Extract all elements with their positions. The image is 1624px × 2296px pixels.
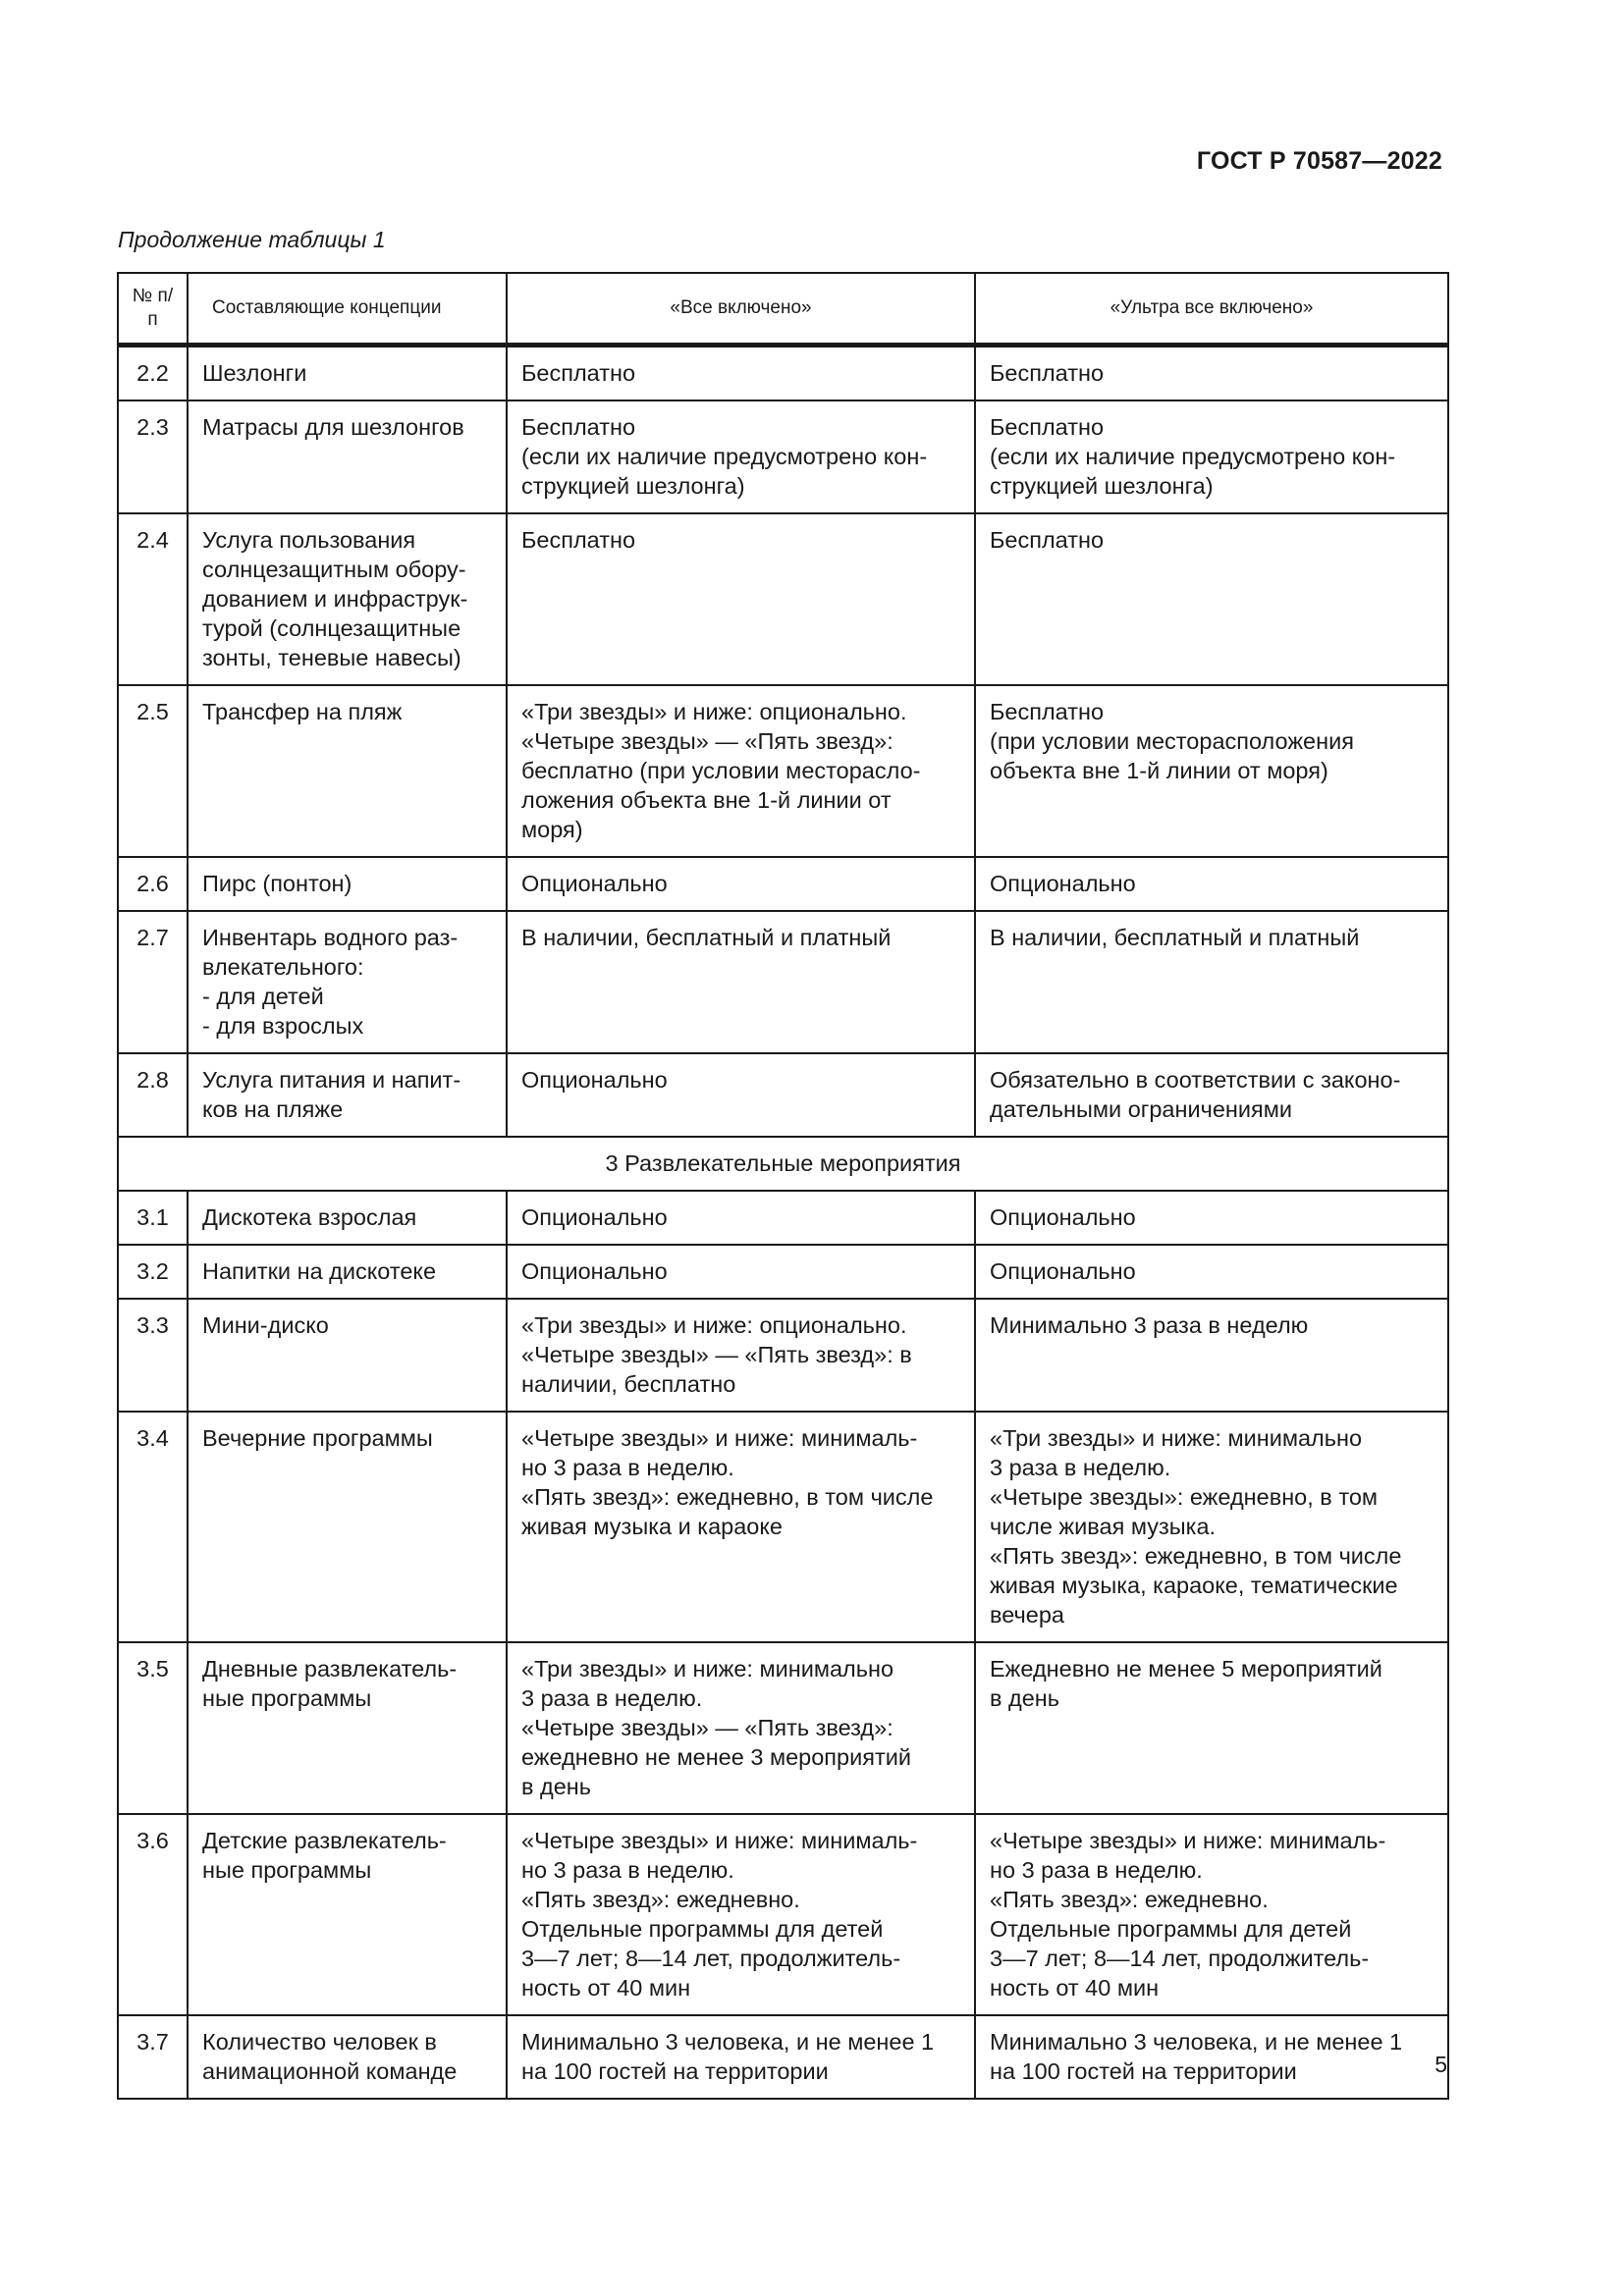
cell-line: «Четыре звезды» и ниже: минималь- [521,1828,918,1853]
cell-line: (если их наличие предусмотрено кон- [521,444,928,469]
cell-line: «Три звезды» и ниже: опционально. [521,699,907,724]
cell-ultra-all-inclusive [975,1299,1448,1412]
cell-line: ные программы [202,1857,372,1883]
table-row [118,1814,1448,2015]
row-number: 2.4 [118,513,188,685]
cell-ultra-all-inclusive [975,1053,1448,1137]
cell-line: Опционально [990,871,1136,896]
table-row [118,1642,1448,1814]
cell-component [188,400,507,513]
table-row [118,346,1448,401]
cell-line: Дневные развлекатель- [202,1656,458,1682]
cell-component [188,685,507,857]
cell-component [188,1053,507,1137]
cell-all-inclusive [507,2015,975,2099]
cell-component [188,911,507,1053]
cell-ultra-all-inclusive [975,857,1448,911]
cell-line: Количество человек в [202,2029,437,2055]
cell-all-inclusive [507,346,975,401]
cell-component [188,1642,507,1814]
cell-line: в день [990,1685,1060,1711]
cell-ultra-all-inclusive [975,1412,1448,1642]
cell-component [188,1412,507,1642]
cell-all-inclusive [507,911,975,1053]
cell-component [188,857,507,911]
cell-line: «Три звезды» и ниже: опционально. [521,1312,907,1338]
cell-line: Бесплатно [990,360,1105,386]
row-number: 3.6 [118,1814,188,2015]
cell-all-inclusive [507,400,975,513]
cell-line: Инвентарь водного раз- [202,925,459,950]
cell-all-inclusive [507,1814,975,2015]
cell-line: зонты, теневые навесы) [202,645,461,670]
cell-line: 3—7 лет; 8—14 лет, продолжитель- [521,1946,901,1971]
cell-line: ежедневно не менее 3 мероприятий [521,1744,911,1770]
cell-line: Бесплатно [521,414,636,440]
cell-line: живая музыка и караоке [521,1514,783,1539]
cell-line: бесплатно (при условии месторасло- [521,758,921,783]
cell-line: Шезлонги [202,360,307,386]
cell-line: дованием и инфраструк- [202,586,468,612]
cell-ultra-all-inclusive [975,513,1448,685]
table-row [118,911,1448,1053]
col-header-component: Составляющие концепции [188,273,507,346]
cell-line: ные программы [202,1685,372,1711]
cell-line: «Четыре звезды» и ниже: минималь- [521,1425,918,1451]
cell-line: Матрасы для шезлонгов [202,414,464,440]
cell-line: «Четыре звезды» — «Пять звезд»: [521,1715,893,1740]
cell-all-inclusive [507,1053,975,1137]
row-number: 3.3 [118,1299,188,1412]
cell-line: Бесплатно [990,699,1105,724]
cell-line: Опционально [990,1204,1136,1230]
row-number: 3.7 [118,2015,188,2099]
cell-line: Опционально [521,1258,668,1284]
cell-component [188,2015,507,2099]
table-row [118,400,1448,513]
table-row [118,1191,1448,1245]
cell-line: дательными ограничениями [990,1096,1293,1122]
cell-line: - для детей [202,984,324,1009]
cell-line: «Три звезды» и ниже: минимально [990,1425,1363,1451]
table-section [118,1137,1448,1191]
cell-line: Бесплатно [521,360,636,386]
cell-line: на 100 гостей на территории [990,2058,1297,2084]
cell-line: Услуга пользования [202,527,416,553]
cell-component [188,1245,507,1299]
cell-line: в день [521,1774,592,1799]
cell-line: числе живая музыка. [990,1514,1217,1539]
cell-line: Минимально 3 человека, и не менее 1 [521,2029,935,2055]
cell-line: турой (солнцезащитные [202,615,461,641]
cell-line: вечера [990,1602,1064,1628]
table-caption: Продолжение таблицы 1 [118,227,386,252]
cell-line: влекательного: [202,954,364,980]
cell-line: ков на пляже [202,1096,344,1122]
cell-line: Отдельные программы для детей [521,1916,884,1942]
cell-line: живая музыка, караоке, тематические [990,1573,1398,1598]
cell-line: Опционально [521,871,668,896]
table-body-part2 [118,1191,1448,2099]
cell-line: Бесплатно [521,527,636,553]
section-title: 3 Развлекательные мероприятия [118,1137,1448,1191]
table-row [118,513,1448,685]
cell-line: 3 раза в неделю. [521,1685,703,1711]
cell-line: Пирс (понтон) [202,871,352,896]
cell-all-inclusive [507,1412,975,1642]
cell-line: наличии, бесплатно [521,1371,736,1397]
cell-line: Дискотека взрослая [202,1204,417,1230]
cell-all-inclusive [507,513,975,685]
cell-line: Мини-диско [202,1312,329,1338]
cell-component [188,1299,507,1412]
cell-line: «Четыре звезды»: ежедневно, в том [990,1484,1379,1510]
cell-ultra-all-inclusive [975,346,1448,401]
cell-line: «Пять звезд»: ежедневно, в том числе [990,1543,1402,1569]
cell-line: струкцией шезлонга) [990,473,1214,499]
cell-line: ность от 40 мин [521,1975,691,2001]
cell-line: «Четыре звезды» — «Пять звезд»: в [521,1342,912,1367]
table-row [118,2015,1448,2099]
cell-ultra-all-inclusive [975,1191,1448,1245]
cell-line: Детские развлекатель- [202,1828,447,1853]
cell-line: 3—7 лет; 8—14 лет, продолжитель- [990,1946,1370,1971]
cell-line: Услуга питания и напит- [202,1067,461,1093]
row-number: 2.7 [118,911,188,1053]
cell-line: но 3 раза в неделю. [521,1857,734,1883]
cell-line: Бесплатно [990,414,1105,440]
cell-ultra-all-inclusive [975,685,1448,857]
cell-all-inclusive [507,685,975,857]
concept-table [117,272,1449,2100]
table-row [118,1299,1448,1412]
standard-code: ГОСТ Р 70587—2022 [1196,147,1442,175]
cell-line: «Пять звезд»: ежедневно, в том числе [521,1484,934,1510]
cell-line: Отдельные программы для детей [990,1916,1352,1942]
row-number: 2.3 [118,400,188,513]
col-header-ultra-all-inclusive: «Ультра все включено» [975,273,1448,346]
row-number: 3.2 [118,1245,188,1299]
cell-line: 3 раза в неделю. [990,1455,1171,1480]
table-body-part1 [118,346,1448,1138]
cell-line: «Пять звезд»: ежедневно. [990,1887,1269,1912]
cell-line: анимационной команде [202,2058,458,2084]
cell-line: ность от 40 мин [990,1975,1160,2001]
cell-line: но 3 раза в неделю. [990,1857,1203,1883]
page-number: 5 [1435,2052,1447,2077]
cell-line: «Три звезды» и ниже: минимально [521,1656,894,1682]
cell-line: - для взрослых [202,1013,364,1039]
cell-line: В наличии, бесплатный и платный [521,925,892,950]
table-header-row [118,273,1448,346]
cell-line: (при условии месторасположения [990,728,1354,754]
cell-all-inclusive [507,1191,975,1245]
col-header-all-inclusive: «Все включено» [507,273,975,346]
table-row [118,1053,1448,1137]
cell-line: Напитки на дискотеке [202,1258,437,1284]
cell-all-inclusive [507,1642,975,1814]
cell-ultra-all-inclusive [975,2015,1448,2099]
table-row [118,857,1448,911]
cell-line: Опционально [521,1204,668,1230]
cell-ultra-all-inclusive [975,1245,1448,1299]
table-row [118,685,1448,857]
row-number: 3.5 [118,1642,188,1814]
cell-component [188,346,507,401]
cell-line: В наличии, бесплатный и платный [990,925,1360,950]
cell-ultra-all-inclusive [975,1642,1448,1814]
cell-line: Вечерние программы [202,1425,433,1451]
cell-line: Обязательно в соответствии с законо- [990,1067,1401,1093]
cell-line: «Четыре звезды» — «Пять звезд»: [521,728,893,754]
row-number: 2.6 [118,857,188,911]
table-row [118,1412,1448,1642]
cell-all-inclusive [507,1299,975,1412]
cell-line: объекта вне 1-й линии от моря) [990,758,1328,783]
cell-ultra-all-inclusive [975,1814,1448,2015]
cell-all-inclusive [507,857,975,911]
cell-line: но 3 раза в неделю. [521,1455,734,1480]
table-row [118,1245,1448,1299]
cell-component [188,1191,507,1245]
cell-line: струкцией шезлонга) [521,473,745,499]
cell-line: Опционально [521,1067,668,1093]
cell-line: Бесплатно [990,527,1105,553]
cell-ultra-all-inclusive [975,400,1448,513]
cell-line: (если их наличие предусмотрено кон- [990,444,1396,469]
row-number: 2.8 [118,1053,188,1137]
cell-component [188,513,507,685]
cell-line: «Четыре звезды» и ниже: минималь- [990,1828,1386,1853]
col-header-number: № п/п [118,273,188,346]
row-number: 3.4 [118,1412,188,1642]
cell-line: на 100 гостей на территории [521,2058,829,2084]
cell-line: Опционально [990,1258,1136,1284]
cell-ultra-all-inclusive [975,911,1448,1053]
cell-line: моря) [521,817,583,842]
cell-line: «Пять звезд»: ежедневно. [521,1887,800,1912]
cell-component [188,1814,507,2015]
cell-line: Ежедневно не менее 5 мероприятий [990,1656,1382,1682]
cell-line: Минимально 3 раза в неделю [990,1312,1309,1338]
row-number: 2.2 [118,346,188,401]
cell-line: ложения объекта вне 1-й линии от [521,787,892,813]
row-number: 3.1 [118,1191,188,1245]
cell-line: Минимально 3 человека, и не менее 1 [990,2029,1403,2055]
cell-all-inclusive [507,1245,975,1299]
row-number: 2.5 [118,685,188,857]
cell-line: Трансфер на пляж [202,699,403,724]
cell-line: солнцезащитным обору- [202,557,466,582]
section-row [118,1137,1448,1191]
